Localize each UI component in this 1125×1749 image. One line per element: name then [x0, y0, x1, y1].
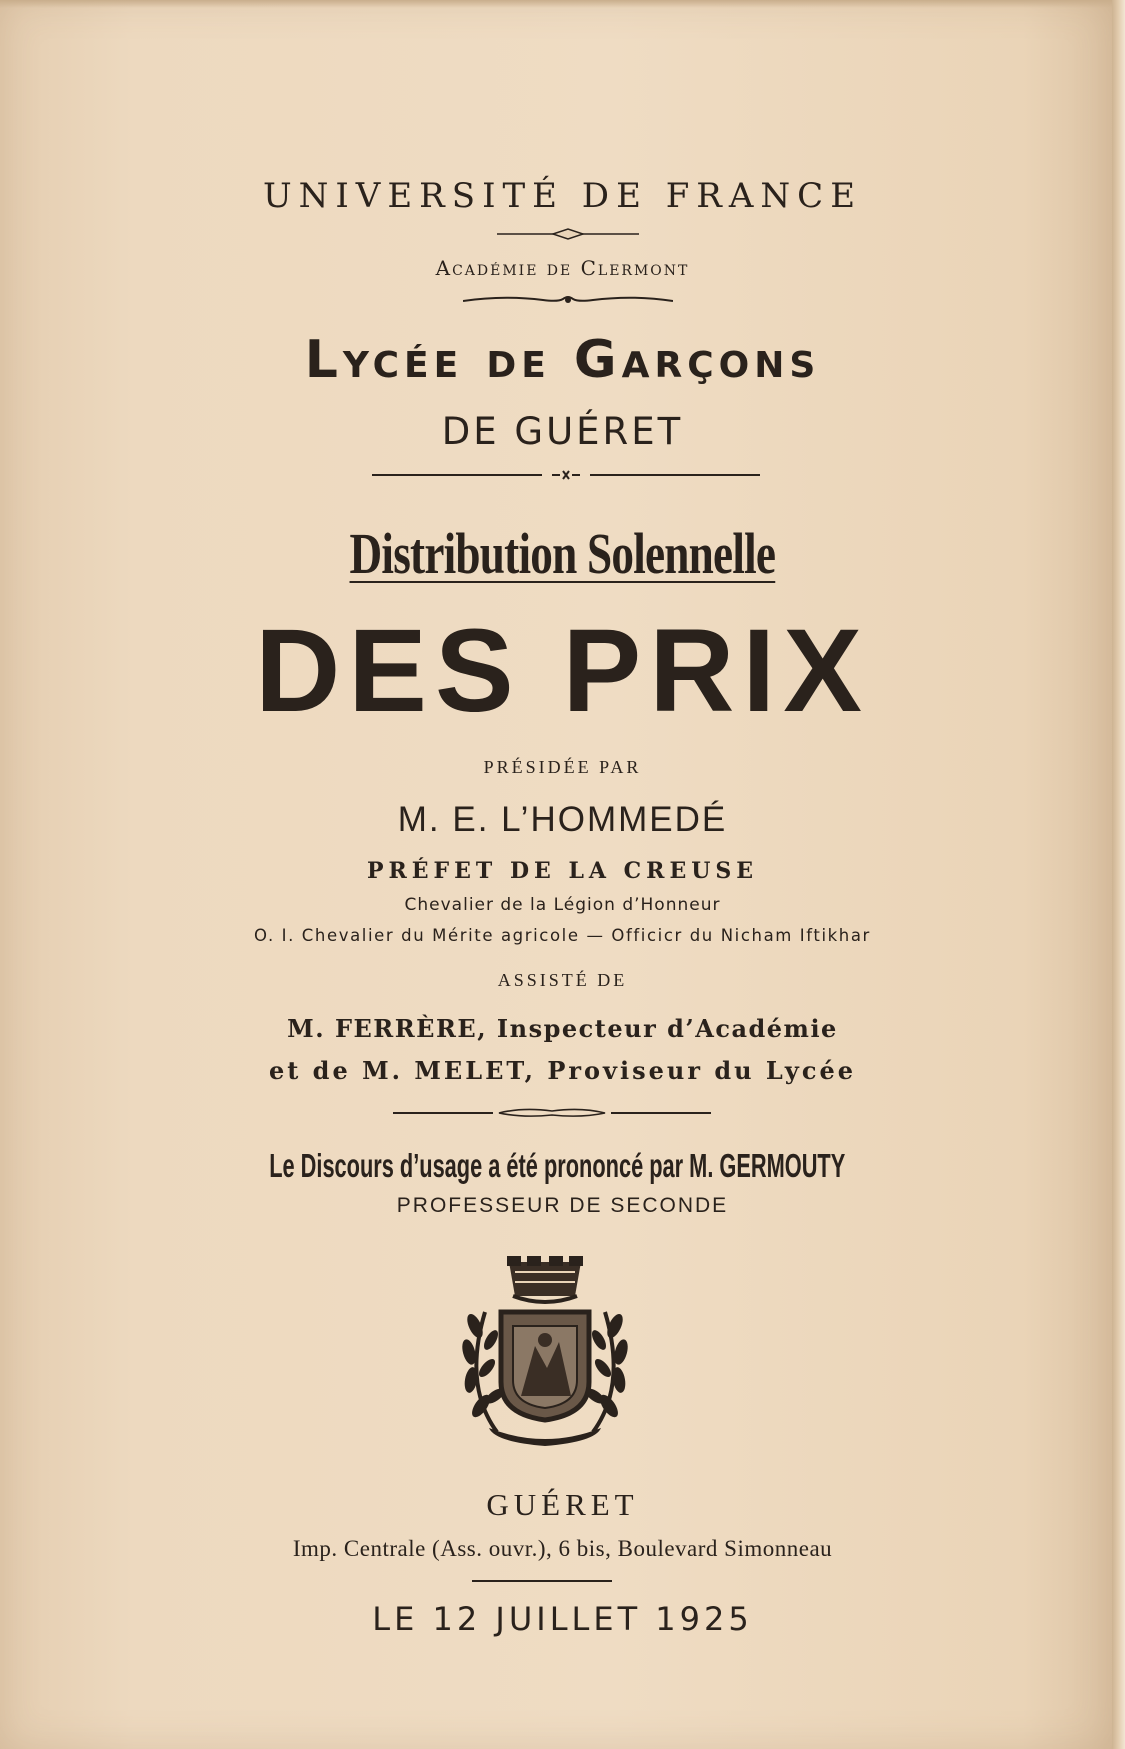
ornament-rule-2 [463, 293, 673, 307]
speaker-role: PROFESSEUR DE SECONDE [396, 1194, 729, 1217]
academy-heading: Académie de Clermont [435, 256, 690, 280]
ceremony-date: LE 12 JUILLET 1925 [372, 1600, 753, 1638]
ornament-rule-3 [372, 469, 760, 481]
coat-of-arms-icon [455, 1256, 635, 1450]
school-town: DE GUÉRET [441, 410, 684, 453]
president-name: M. E. L’HOMMEDÉ [397, 800, 728, 839]
title-line-2: DES PRIX [255, 605, 870, 737]
university-heading: UNIVERSITÉ DE FRANCE [262, 176, 863, 216]
page-top-shadow [0, 0, 1112, 8]
speech-line: Le Discours d’usage a été prononcé par M. GERMOUTY [269, 1147, 846, 1184]
ornament-rule-1 [497, 228, 639, 240]
title-line-1: Distribution Solennelle [349, 521, 776, 586]
school-name: Lycée de Garçons [304, 330, 821, 390]
honor-line-1: Chevalier de la Légion d’Honneur [404, 895, 721, 915]
printer-line: Imp. Centrale (Ass. ouvr.), 6 bis, Boulevard Simonneau [292, 1536, 833, 1561]
assisted-label: ASSISTÉ DE [497, 970, 628, 990]
presided-label: PRÉSIDÉE PAR [483, 757, 642, 777]
date-rule [472, 1580, 612, 1582]
honor-line-2: O. I. Chevalier du Mérite agricole — Officicr du Nicham Iftikhar [254, 926, 871, 945]
imprint-town: GUÉRET [486, 1487, 639, 1522]
ornament-rule-4 [393, 1106, 711, 1120]
assistant-line-2: et de M. MELET, Proviseur du Lycée [268, 1056, 857, 1085]
assistant-line-1: M. FERRÈRE, Inspecteur d’Académie [287, 1014, 838, 1043]
president-office: PRÉFET DE LA CREUSE [366, 858, 759, 884]
